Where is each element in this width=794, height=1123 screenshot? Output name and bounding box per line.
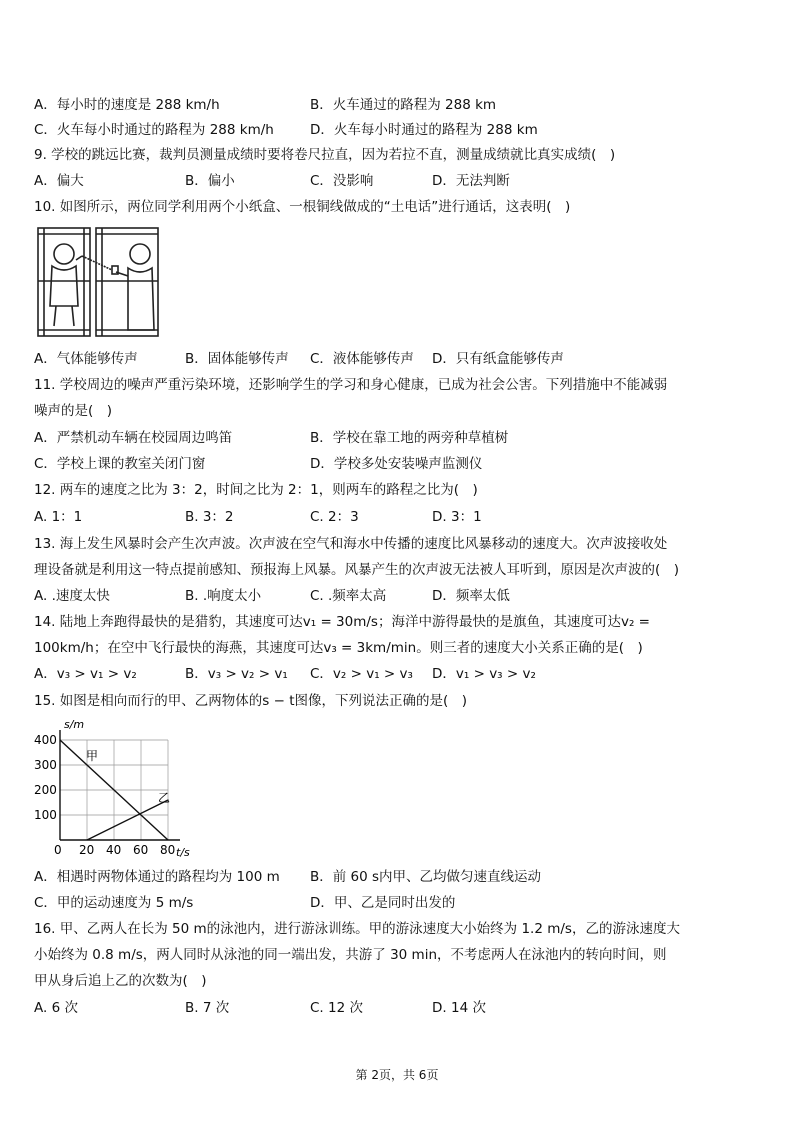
q16-option-c: C. 12 次 [310,1000,363,1016]
q14-stem-line-2: 100km/h；在空中飞行最快的海燕，其速度可达v₃ = 3km/min。则三者的速度大小关系正确的是( ) [34,640,643,656]
q8-option-a: A．每小时的速度是 288 km/h [34,97,220,113]
series-yi-line [87,800,168,840]
q10-option-b: B．固体能够传声 [185,351,289,367]
q15-stem: 15. 如图是相向而行的甲、乙两物体的s − t图像，下列说法正确的是( ) [34,693,468,709]
q16-stem-line-1: 16. 甲、乙两人在长为 50 m的泳池内，进行游泳训练。甲的游泳速度大小始终为 1.2 m/s，乙的游泳速度大 [34,921,680,937]
q13-option-a: A. .速度太快 [34,588,110,604]
q16-option-a: A. 6 次 [34,1000,78,1016]
q14-option-c: C．v₂ > v₁ > v₃ [310,666,413,682]
q8-option-b: B．火车通过的路程为 288 km [310,97,497,113]
q14-option-b: B．v₃ > v₂ > v₁ [185,666,288,682]
q14-stem-line-1: 14. 陆地上奔跑得最快的是猎豹，其速度可达v₁ = 30m/s；海洋中游得最快的是旗鱼，其速度可达v₂ = [34,614,650,630]
y-tick-100: 100 [34,808,57,822]
q9-option-d: D．无法判断 [432,173,510,189]
q12-option-a: A. 1：1 [34,509,83,525]
x-axis-label: t/s [176,846,190,859]
q16-stem-line-2: 小始终为 0.8 m/s，两人同时从泳池的同一端出发，共游了 30 min，不考虑两人在泳池内的转向时间，则 [34,947,667,963]
q12-option-c: C. 2：3 [310,509,359,525]
q11-option-d: D．学校多处安装噪声监测仪 [310,456,483,472]
page-number-footer: 第 2页，共 6页 [355,1068,439,1082]
s-t-graph [30,716,210,864]
q13-stem-line-1: 13. 海上发生风暴时会产生次声波。次声波在空气和海水中传播的速度比风暴移动的速度大。次声波接收处 [34,536,668,552]
q15-option-d: D．甲、乙是同时出发的 [310,895,456,911]
y-tick-400: 400 [34,733,57,747]
x-tick-60: 60 [133,843,149,857]
y-tick-300: 300 [34,758,57,772]
x-tick-20: 20 [79,843,95,857]
q12-stem: 12. 两车的速度之比为 3：2，时间之比为 2：1，则两车的路程之比为( ) [34,482,478,498]
q9-stem: 9. 学校的跳远比赛，裁判员测量成绩时要将卷尺拉直，因为若拉不直，测量成绩就比真实成绩( ) [34,147,616,163]
q15-option-b: B．前 60 s内甲、乙均做匀速直线运动 [310,869,542,885]
q13-option-d: D．频率太低 [432,588,510,604]
q14-option-d: D．v₁ > v₃ > v₂ [432,666,536,682]
q14-option-a: A．v₃ > v₁ > v₂ [34,666,137,682]
q11-option-c: C．学校上课的教室关闭门窗 [34,456,206,472]
q12-option-b: B. 3：2 [185,509,234,525]
q16-stem-line-3: 甲从身后追上乙的次数为( ) [34,973,207,989]
q16-option-d: D. 14 次 [432,1000,486,1016]
q9-option-c: C．没影响 [310,173,374,189]
q11-option-b: B．学校在靠工地的两旁种草植树 [310,430,509,446]
q11-stem-line-2: 噪声的是( ) [34,403,113,419]
q12-option-d: D. 3：1 [432,509,482,525]
y-axis-label: s/m [64,718,85,731]
q10-option-d: D．只有纸盒能够传声 [432,351,564,367]
series-yi-label: 乙 [158,791,171,805]
q11-stem-line-1: 11. 学校周边的噪声严重污染环境，还影响学生的学习和身心健康，已成为社会公害。下列措施中不能减弱 [34,377,668,393]
tin-can-telephone-figure [36,226,162,340]
x-tick-40: 40 [106,843,122,857]
q8-option-d: D．火车每小时通过的路程为 288 km [310,122,538,138]
q13-option-c: C. .频率太高 [310,588,387,604]
q8-option-c: C．火车每小时通过的路程为 288 km/h [34,122,274,138]
series-jia-label: 甲 [86,749,99,763]
q9-option-a: A．偏大 [34,173,84,189]
q10-option-a: A．气体能够传声 [34,351,138,367]
x-tick-80: 80 [160,843,176,857]
q16-option-b: B. 7 次 [185,1000,230,1016]
q10-stem: 10. 如图所示，两位同学利用两个小纸盒、一根铜线做成的“土电话”进行通话，这表明( ) [34,199,571,215]
q11-option-a: A．严禁机动车辆在校园周边鸣笛 [34,430,233,446]
y-tick-200: 200 [34,783,57,797]
q9-option-b: B．偏小 [185,173,235,189]
q13-stem-line-2: 理设备就是利用这一特点提前感知、预报海上风暴。风暴产生的次声波无法被人耳听到，原因是次声波的( ) [34,562,680,578]
q15-option-a: A．相遇时两物体通过的路程均为 100 m [34,869,280,885]
x-tick-0: 0 [54,843,62,857]
q13-option-b: B. .响度太小 [185,588,262,604]
q15-option-c: C．甲的运动速度为 5 m/s [34,895,194,911]
q10-option-c: C．液体能够传声 [310,351,414,367]
